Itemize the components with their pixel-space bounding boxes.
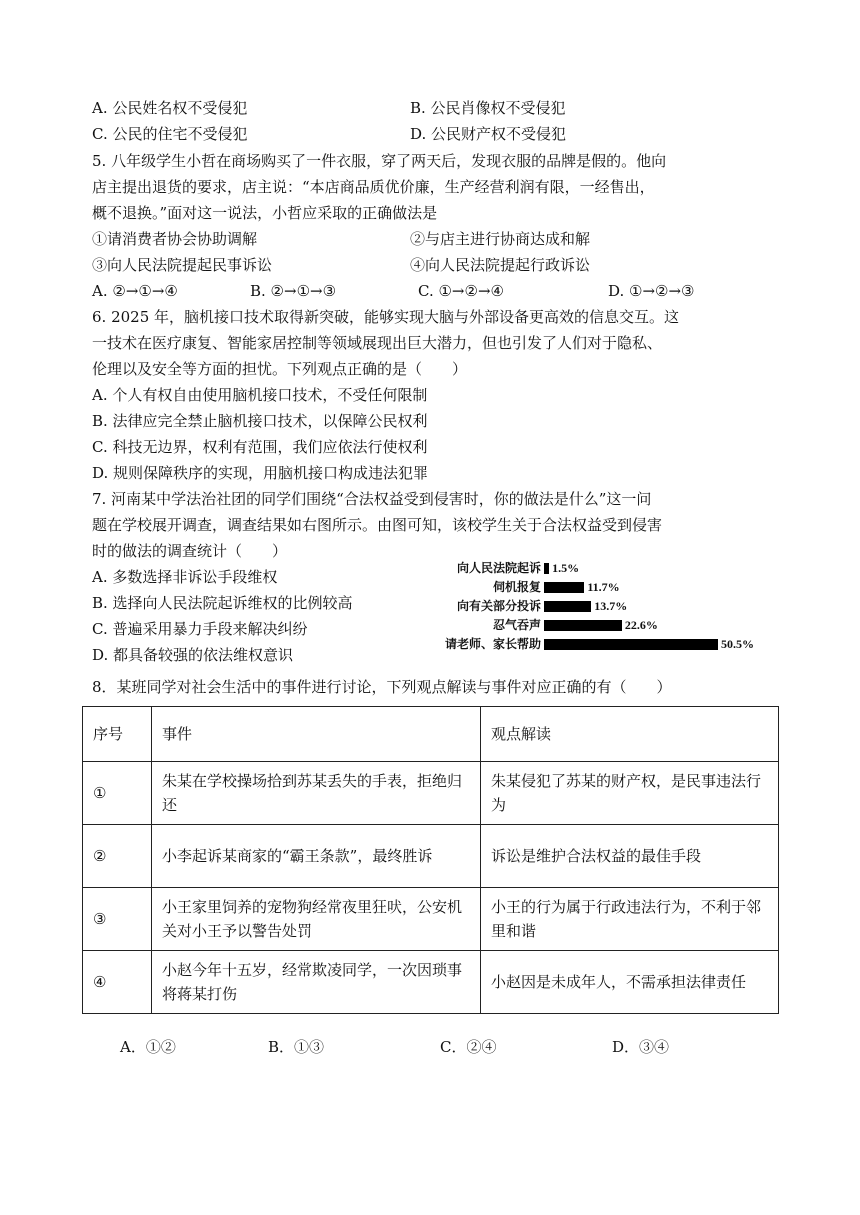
table-row [83, 888, 779, 951]
bar-category-label: 伺机报复 [492, 580, 541, 594]
survey-bar-chart [430, 560, 770, 652]
q5-option-d: D. ①→②→③ [608, 282, 695, 300]
row-event: 小李起诉某商家的“霸王条款”，最终胜诉 [152, 825, 481, 888]
row-event: 小王家里饲养的宠物狗经常夜里狂吠，公安机关对小王予以警告处罚 [152, 888, 481, 951]
q4-option-d: D. 公民财产权不受侵犯 [410, 125, 567, 143]
bar-category-label: 向人民法院起诉 [456, 561, 541, 575]
bar-row [430, 617, 770, 633]
q5-statement-1: ①请消费者协会协助调解 [92, 230, 258, 248]
q6-option-a: A. 个人有权自由使用脑机接口技术，不受任何限制 [92, 386, 428, 404]
q4-option-b: B. 公民肖像权不受侵犯 [410, 99, 566, 117]
bar-value-label: 22.6% [624, 618, 658, 632]
q5-stem-line3: 概不退换。”面对这一说法，小哲应采取的正确做法是 [92, 204, 438, 222]
row-number: ② [83, 825, 152, 888]
q5-stem-line2: 店主提出退货的要求，店主说：“本店商品质优价廉，生产经营利润有限，一经售出， [92, 178, 655, 196]
table-header-row [83, 707, 779, 762]
q8-option-b: B．①③ [268, 1038, 325, 1056]
q6-stem-line2: 一技术在医疗康复、智能家居控制等领域展现出巨大潜力，但也引发了人们对于隐私、 [92, 334, 663, 352]
bar-row [430, 579, 770, 595]
q6-option-c: C. 科技无边界，权利有范围，我们应依法行使权利 [92, 438, 428, 456]
bar-category-label: 忍气吞声 [492, 618, 541, 632]
bar-value-label: 50.5% [721, 637, 754, 651]
q5-option-a: A. ②→①→④ [92, 282, 178, 300]
q8-option-a: A．①② [120, 1038, 176, 1056]
table-row [83, 762, 779, 825]
q6-option-d: D. 规则保障秩序的实现，用脑机接口构成违法犯罪 [92, 464, 429, 482]
row-event: 朱某在学校操场拾到苏某丢失的手表，拒绝归还 [152, 762, 481, 825]
q5-option-c: C. ①→②→④ [418, 282, 504, 300]
q5-stem-line1: 5. 八年级学生小哲在商场购买了一件衣服，穿了两天后，发现衣服的品牌是假的。他向 [92, 152, 667, 170]
row-view: 朱某侵犯了苏某的财产权，是民事违法行为 [481, 762, 779, 825]
header-event: 事件 [152, 707, 481, 762]
row-number: ③ [83, 888, 152, 951]
bar-row [430, 636, 770, 652]
q8-stem: 8．某班同学对社会生活中的事件进行讨论，下列观点解读与事件对应正确的有（ ） [92, 678, 672, 696]
row-event: 小赵今年十五岁，经常欺凌同学，一次因琐事将蒋某打伤 [152, 951, 481, 1014]
q7-option-b: B. 选择向人民法院起诉维权的比例较高 [92, 594, 353, 612]
q7-stem-line1: 7. 河南某中学法治社团的同学们围绕“合法权益受到侵害时，你的做法是什么”这一问 [92, 490, 652, 508]
bar [544, 620, 622, 631]
q5-statement-4: ④向人民法院提起行政诉讼 [410, 256, 591, 274]
bar-value-label: 1.5% [552, 561, 580, 575]
bar-row [430, 598, 770, 614]
bar-category-label: 向有关部分投诉 [456, 599, 541, 613]
table-row [83, 951, 779, 1014]
bar [544, 582, 584, 593]
q6-stem-line1: 6. 2025 年，脑机接口技术取得新突破，能够实现大脑与外部设备更高效的信息交互。这 [92, 308, 680, 326]
q5-option-b: B. ②→①→③ [250, 282, 337, 300]
row-view: 小赵因是未成年人，不需承担法律责任 [481, 951, 779, 1014]
q8-table [82, 706, 779, 1014]
header-number: 序号 [83, 707, 152, 762]
q4-option-a: A. 公民姓名权不受侵犯 [92, 99, 248, 117]
q7-stem-line2: 题在学校展开调查，调查结果如右图所示。由图可知，该校学生关于合法权益受到侵害 [92, 516, 663, 534]
bar-row [430, 560, 770, 576]
bar [544, 563, 549, 574]
q5-statement-3: ③向人民法院提起民事诉讼 [92, 256, 273, 274]
q7-option-d: D. 都具备较强的依法维权意识 [92, 646, 294, 664]
bar-category-label: 请老师、家长帮助 [444, 637, 541, 651]
q7-stem-line3: 时的做法的调查统计（ ） [92, 542, 288, 560]
bar [544, 639, 718, 650]
bar-value-label: 11.7% [587, 580, 620, 594]
q5-statement-2: ②与店主进行协商达成和解 [410, 230, 591, 248]
q8-option-d: D．③④ [612, 1038, 670, 1056]
row-view: 诉讼是维护合法权益的最佳手段 [481, 825, 779, 888]
q7-option-c: C. 普遍采用暴力手段来解决纠纷 [92, 620, 308, 638]
table-row [83, 825, 779, 888]
row-view: 小王的行为属于行政违法行为，不利于邻里和谐 [481, 888, 779, 951]
row-number: ④ [83, 951, 152, 1014]
header-view: 观点解读 [481, 707, 779, 762]
q4-option-c: C. 公民的住宅不受侵犯 [92, 125, 248, 143]
q7-option-a: A. 多数选择非诉讼手段维权 [92, 568, 278, 586]
row-number: ① [83, 762, 152, 825]
q6-stem-line3: 伦理以及安全等方面的担忧。下列观点正确的是（ ） [92, 360, 468, 378]
bar-value-label: 13.7% [594, 599, 628, 613]
q8-option-c: C．②④ [440, 1038, 497, 1056]
q6-option-b: B. 法律应完全禁止脑机接口技术，以保障公民权利 [92, 412, 428, 430]
bar [544, 601, 591, 612]
